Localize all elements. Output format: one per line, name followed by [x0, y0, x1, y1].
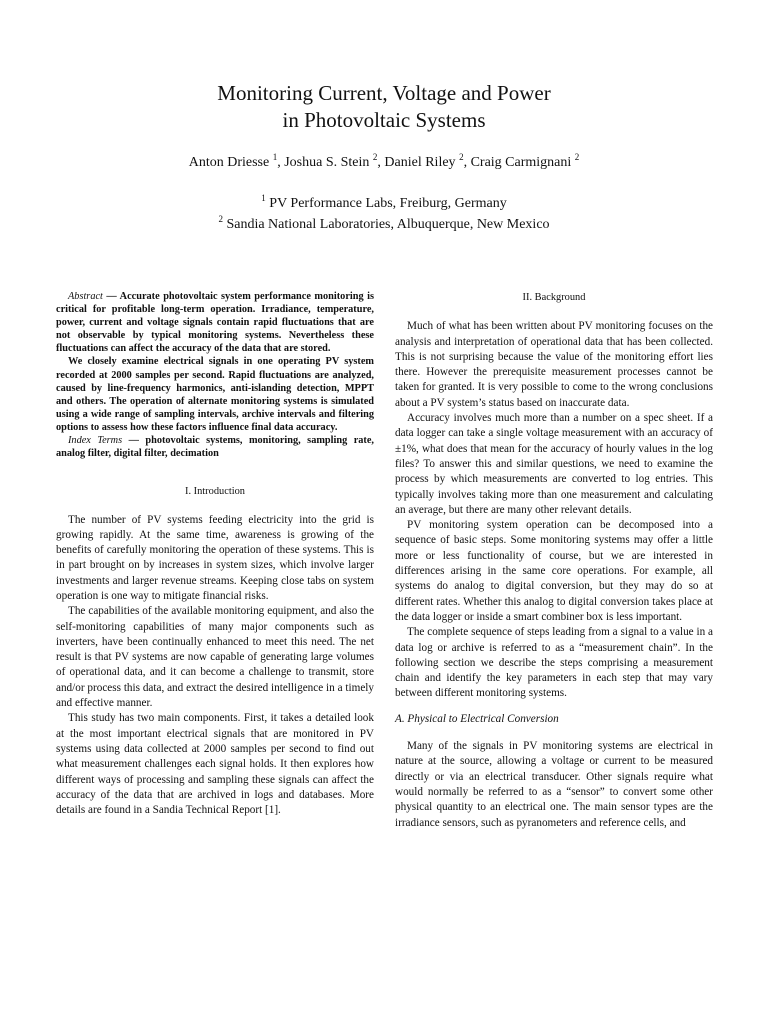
- paragraph: PV monitoring system operation can be decomposed into a sequence of basic steps. Some monitoring systems may offer a little more or less functionality of course, but we are interested in differences arising in the same core operations. For example, all systems do analog to digital conversion, but they may do so at different rates. Whether this analog to digital conversion takes place at the data logger or inside a smart combiner box is less important.: [395, 519, 713, 623]
- paragraph: This study has two main components. First, it takes a detailed look at the most important electrical signals that are monitored in PV systems using data collected at 2000 samples per second to find out what measurement challenges each signal holds. It then explores how different ways of processing and sampling these signals can affect the accuracy of the data that are archived in logs and databases. More details are found in a Sandia Technical Report [1].: [56, 712, 374, 817]
- author: Anton Driesse $^1$,: [188, 152, 285, 170]
- abstract-label: Abstract: [68, 291, 103, 302]
- author: Craig Carmignani $^2$: [470, 152, 580, 170]
- affiliation-list: [0, 193, 768, 235]
- paragraph: Accuracy involves much more than a number on a spec sheet. If a data logger can take a single voltage measurement with an accuracy of ±1%, what does that mean for the accuracy of hourly values in the log files? To answer this and similar questions, we need to examine the process by which measurements are converted to log entries. This typically involves taking more than one measurement and calculating an average, but there are many other relevant details.: [395, 412, 713, 516]
- section-heading-introduction: I. Introduction: [184, 486, 246, 498]
- affiliation: $^1$ PV Performance Labs, Freiburg, Germany: [261, 193, 507, 211]
- affiliation: $^2$ Sandia National Laboratories, Albuquerque, New Mexico: [218, 214, 550, 232]
- author: Joshua S. Stein $^2$,: [284, 152, 385, 170]
- abstract: [56, 290, 374, 460]
- paragraph: The complete sequence of steps leading from a signal to a value in a data log or archive is referred to as a “measurement chain”. In the following section we describe the steps comprising a measurement chain and identify the key parameters in each step that may vary between different monitoring systems.: [395, 626, 713, 700]
- author-list: [0, 152, 768, 171]
- right-column: [395, 290, 713, 831]
- subsection-heading: A. Physical to Electrical Conversion: [395, 712, 559, 725]
- paragraph: The capabilities of the available monitoring equipment, and also the self-monitoring capabilities of many major components such as inverters, have been continually enhanced to meet this need. The net result is that PV systems are now capable of generating large volumes of operational data, and it can become a challenge to transmit, store and/or process this data, and extract the desired intelligence in a timely and effective manner.: [56, 605, 374, 710]
- title-line-1: Monitoring Current, Voltage and Power: [217, 81, 551, 105]
- paragraph: Much of what has been written about PV monitoring focuses on the analysis and interpretation of operational data that has been collected. This is not surprising because the value of the monitoring effort lies there. However the prerequisite measurement processes cannot be taken for granted. It is very possible to come to the wrong conclusions about a PV system’s status based on inaccurate data.: [395, 320, 713, 409]
- abstract-paragraph-2: We closely examine electrical signals in one operating PV system recorded at 2000 samples per second. Rapid fluctuations are analyzed, caused by line-frequency harmonics, anti-islanding detection, MPPT and others. The operation of alternate monitoring systems is simulated using a wide range of sampling intervals, archive intervals and filtering options to assess how these factors influence final data accuracy.: [56, 356, 374, 433]
- title-line-2: in Photovoltaic Systems: [282, 108, 486, 132]
- abstract-paragraph-1: Abstract — Accurate photovoltaic system performance monitoring is critical for profitable long-term operation. Irradiance, temperature, power, current and voltage signals contain rapid fluctuations that are not observable by typical monitoring systems. Nevertheless these fluctuations can affect the accuracy of the data that are stored.: [56, 291, 374, 355]
- left-column: [56, 290, 374, 818]
- paper-title: [0, 80, 768, 134]
- paragraph: The number of PV systems feeding electricity into the grid is growing rapidly. At the same time, awareness is growing of the benefits of carefully monitoring the operation of these systems. This is in part brought on by increases in system sizes, which involve larger investments and larger revenue streams. Keeping close tabs on system operation is one way to mitigate financial risks.: [56, 513, 374, 602]
- paragraph: Many of the signals in PV monitoring systems are electrical in nature at the source, allowing a voltage or current to be measured directly or via an electrical transducer. Other signals require what would normally be referred to as a “sensor” to convert some other physical quantity to an electrical one. The main sensor types are the irradiance sensors, such as pyranometers and reference cells, and: [395, 740, 713, 829]
- index-terms-label: Index Terms: [68, 435, 123, 447]
- section-heading-background: II. Background: [522, 292, 586, 303]
- index-terms: Index Terms — photovoltaic systems, monitoring, sampling rate, analog filter, digital filter, decimation: [56, 435, 374, 460]
- author: Daniel Riley $^2$,: [384, 152, 471, 170]
